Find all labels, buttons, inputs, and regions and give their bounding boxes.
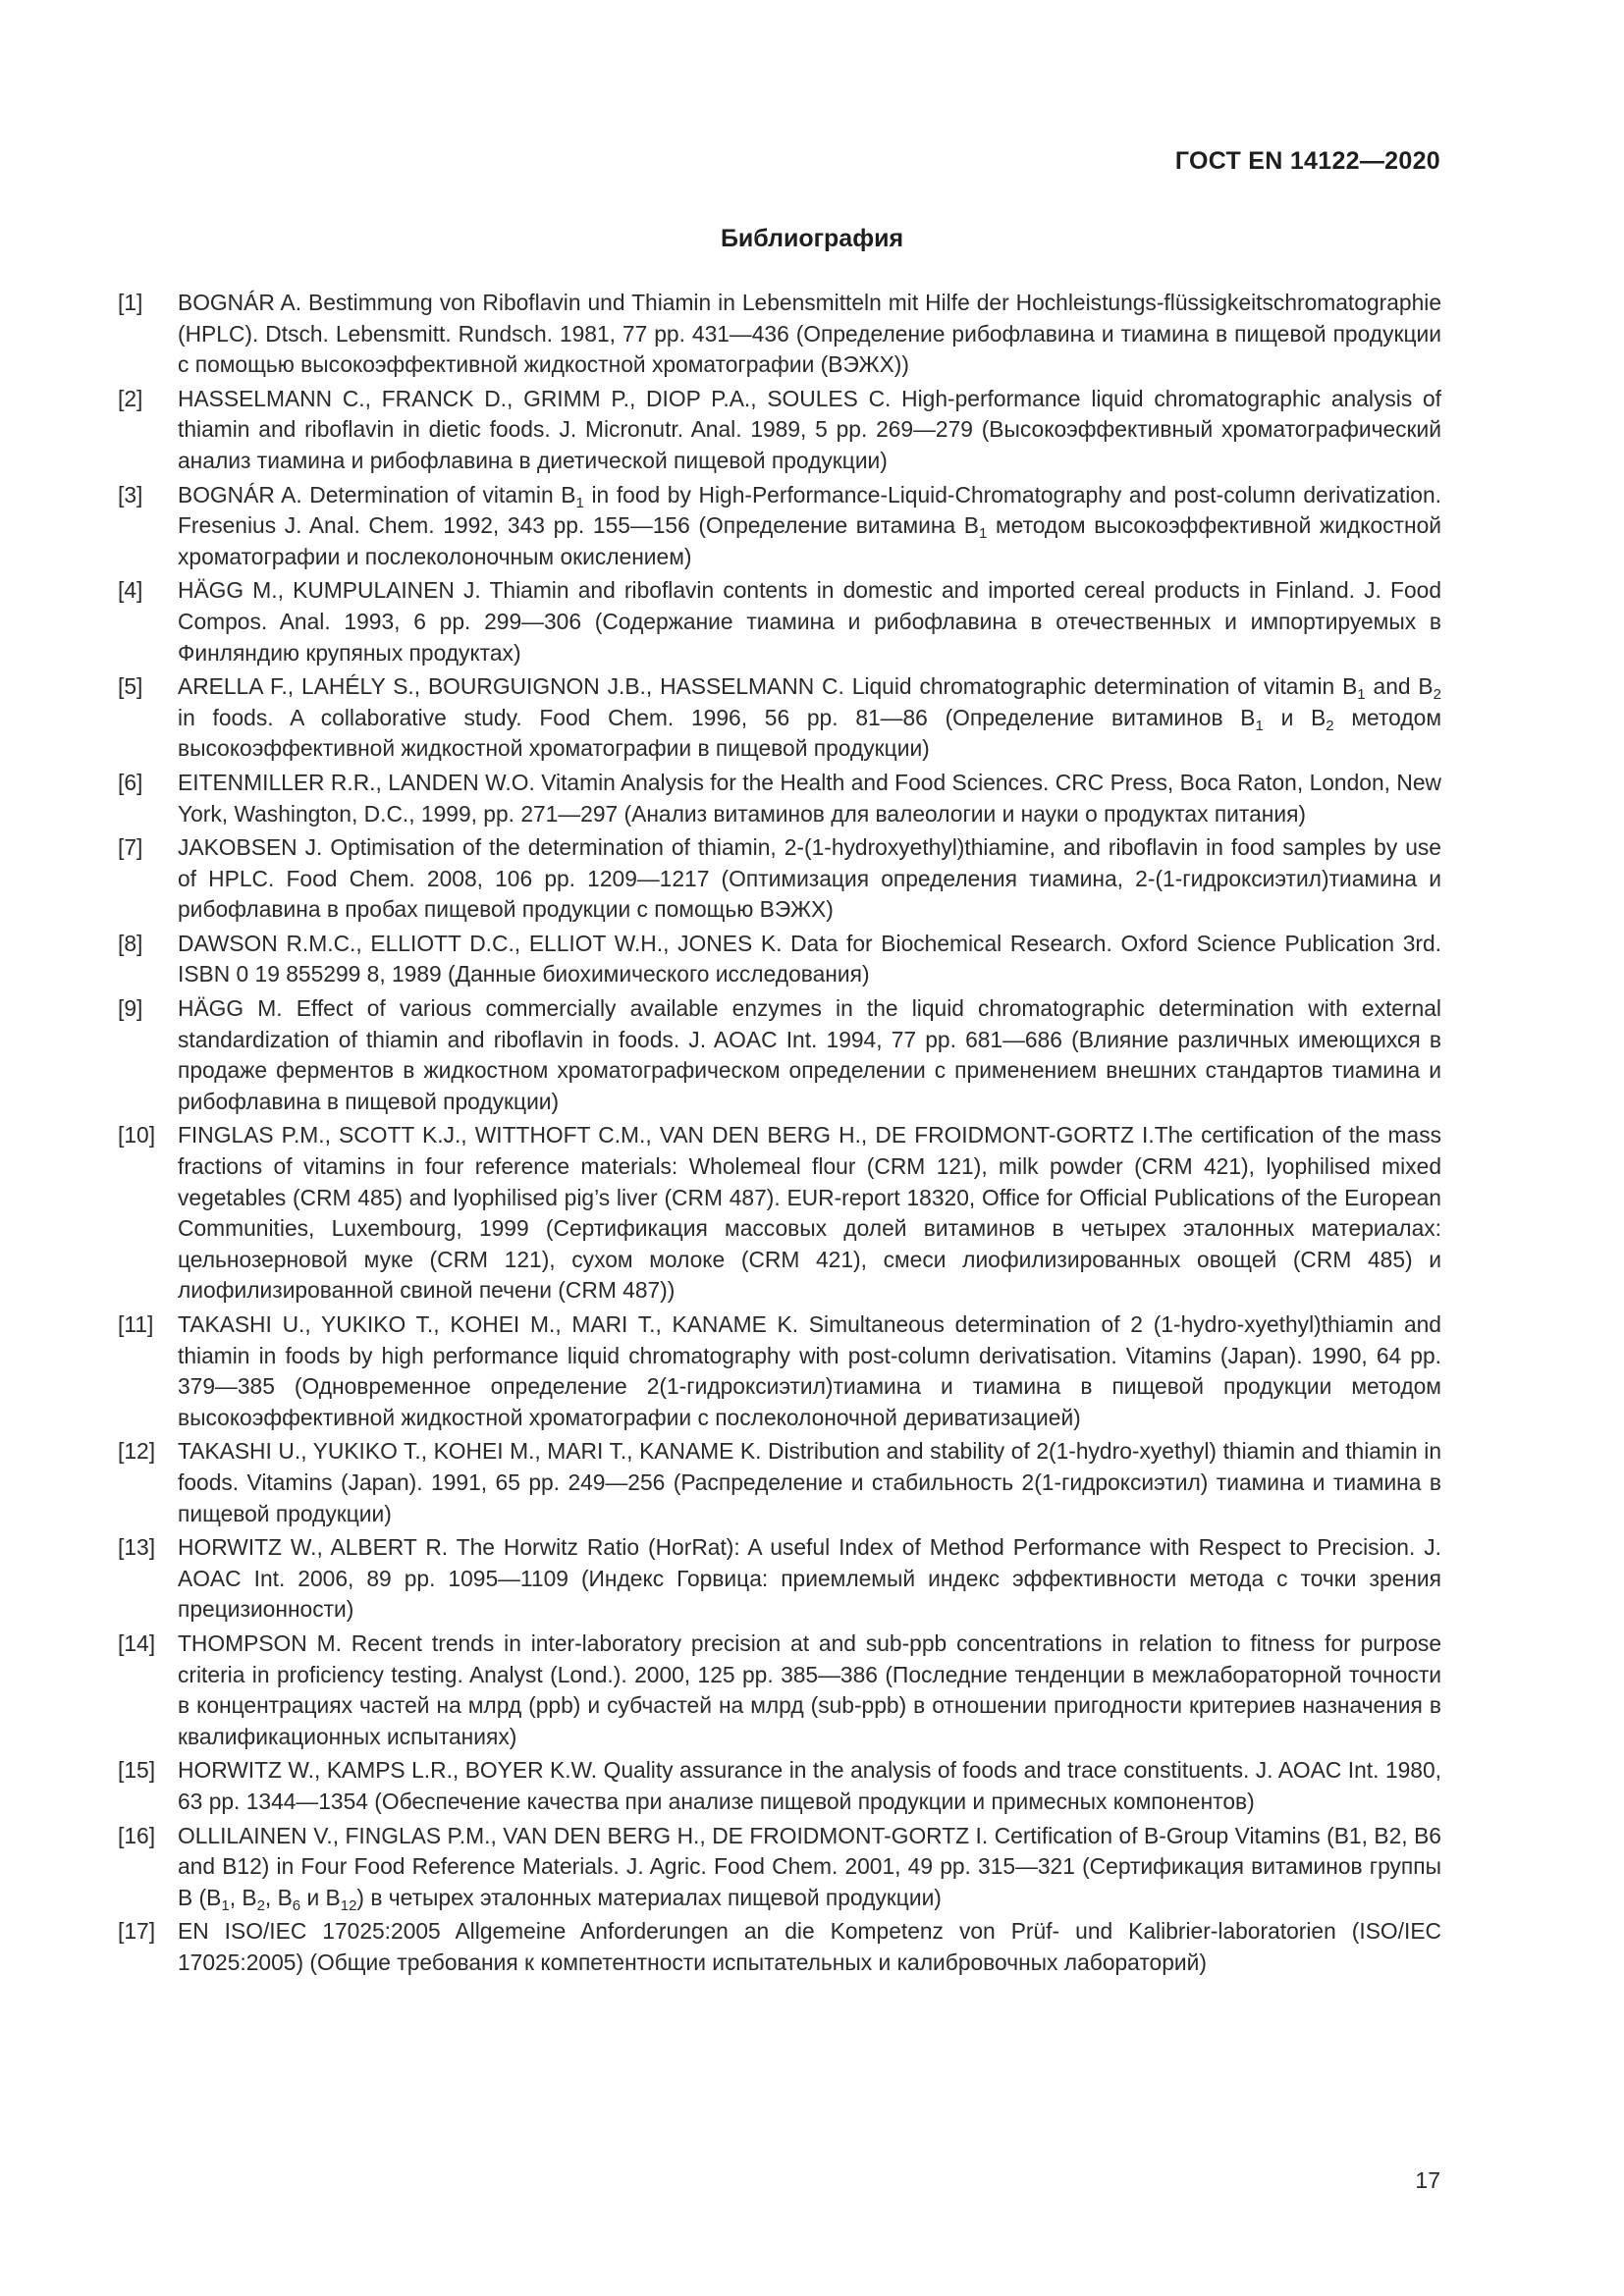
reference-text xyxy=(178,1755,1441,1817)
reference-number: [1] xyxy=(118,290,143,315)
reference-item xyxy=(118,384,1441,477)
subscript: 1 xyxy=(575,494,584,511)
reference-text-run: DAWSON R.M.C., ELLIOTT D.C., ELLIOT W.H., JONES K. Data for Biochemical Research. Oxford Science Publication 3rd. ISBN 0 19 855299 8, 1989 (Данные биохимического исследования) xyxy=(178,930,1441,988)
reference-text xyxy=(178,832,1441,926)
reference-item xyxy=(118,1436,1441,1529)
reference-item xyxy=(118,832,1441,926)
reference-text-run: THOMPSON M. Recent trends in inter-laboratory precision at and sub-ppb concentrations in relation to fitness for purpose criteria in proficiency testing. Analyst (Lond.). 2000, 125 pp. 385—386 (Последние тенденции в межлабораторной точности в концентрациях частей на млрд (ppb) и субчастей на млрд (sub-ppb) в отношении пригодности критериев назначения в квалификационных испытаниях) xyxy=(178,1629,1441,1749)
reference-number: [9] xyxy=(118,995,143,1022)
reference-text xyxy=(178,1309,1441,1433)
reference-number: [13] xyxy=(118,1534,156,1561)
reference-item xyxy=(118,671,1441,765)
reference-item xyxy=(118,1755,1441,1817)
reference-number: [14] xyxy=(118,1629,156,1656)
reference-item xyxy=(118,480,1441,573)
reference-text xyxy=(178,1821,1441,1914)
reference-text-run: OLLILAINEN V., FINGLAS P.M., VAN DEN BERG H., DE FROIDMONT-GORTZ I. Certification of B-Group Vitamins (B1, B2, B6 and B12) in Four Food Reference Materials. J. Agric. Food Chem. 2001, 49 pp. 315—321 (Сертификация витаминов группы В (B xyxy=(178,1822,1441,1910)
reference-text-run: EITENMILLER R.R., LANDEN W.O. Vitamin Analysis for the Health and Food Sciences. CRC Press, Boca Raton, London, New York, Washington, D.C., 1999, pp. 271—297 (Анализ витаминов для валеологии и науки о продуктах питания) xyxy=(178,769,1441,827)
reference-text-run: and B xyxy=(1365,673,1434,700)
reference-text-run: in food by High-Performance-Liquid-Chromatography and post-column derivatization. Fresenius J. Anal. Chem. 1992, 343 pp. 155—156 (Определение витамина B xyxy=(178,481,1441,539)
reference-text-run: HORWITZ W., KAMPS L.R., BOYER K.W. Quality assurance in the analysis of foods and trace constituents. J. AOAC Int. 1980, 63 pp. 1344—1354 (Обеспечение качества при анализе пищевой продукции и примесных компонентов) xyxy=(178,1757,1441,1814)
reference-item xyxy=(118,1821,1441,1914)
reference-text-run: TAKASHI U., YUKIKO T., KOHEI M., MARI T., KANAME K. Simultaneous determination of 2 (1-hydro-xyethyl)thiamin and thiamin in foods by high performance liquid chromatography with post-column derivatisation. Vitamins (Japan). 1990, 64 pp. 379—385 (Одновременное определение 2(1-гидроксиэтил)тиамина и тиамина в пищевой продукции методом высокоэффективной жидкостной хроматографии с послеколоночной дериватизацией) xyxy=(178,1311,1441,1430)
reference-number: [17] xyxy=(118,1918,156,1945)
reference-text-run: ARELLA F., LAHÉLY S., BOURGUIGNON J.B., HASSELMANN C. Liquid chromatographic determination of vitamin B xyxy=(178,673,1358,700)
reference-text-run: TAKASHI U., YUKIKO T., KOHEI M., MARI T., KANAME K. Distribution and stability of 2(1-hydro-xyethyl) thiamin and thiamin in foods. Vitamins (Japan). 1991, 65 pp. 249—256 (Распределение и стабильность 2(1-гидроксиэтил) тиамина и тиамина в пищевой продукции) xyxy=(178,1438,1441,1526)
subscript: 1 xyxy=(221,1896,230,1914)
reference-text-run: EN ISO/IEC 17025:2005 Allgemeine Anforderungen an die Kompetenz von Prüf- und Kalibrier-laboratorien (ISO/IEC 17025:2005) (Общие требования к компетентности испытательных и калибровочных лабораторий) xyxy=(178,1918,1441,1975)
reference-text-run: BOGNÁR A. Bestimmung von Riboflavin und Thiamin in Lebensmitteln mit Hilfe der Hochleistungs-flüssigkeitschromatographie (HPLC). Dtsch. Lebensmitt. Rundsch. 1981, 77 pp. 431—436 (Определение рибофлавина и тиамина в пищевой продукции с помощью высокоэффективной жидкостной хроматографии (ВЭЖХ)) xyxy=(178,290,1441,378)
reference-number: [5] xyxy=(118,673,143,700)
reference-text-run: HÄGG M. Effect of various commercially available enzymes in the liquid chromatographic determination with external standardization of thiamin and riboflavin in foods. J. AOAC Int. 1994, 77 pp. 681—686 (Влияние различных имеющихся в продаже ферментов в жидкостном хроматографическом определении с применением внешних стандартов тиамина и рибофлавина в пищевой продукции) xyxy=(178,995,1441,1114)
reference-item xyxy=(118,1916,1441,1978)
reference-text-run: , B xyxy=(264,1884,293,1910)
reference-number: [12] xyxy=(118,1438,156,1465)
reference-item xyxy=(118,575,1441,668)
reference-text-run: FINGLAS P.M., SCOTT K.J., WITTHOFT C.M., VAN DEN BERG H., DE FROIDMONT-GORTZ I.The certification of the mass fractions of vitamins in four reference materials: Wholemeal flour (CRM 121), milk powder (CRM 421), lyophilised mixed vegetables (CRM 485) and lyophilised pig’s liver (CRM 487). EUR-report 18320, Office for Official Publications of the European Communities, Luxembourg, 1999 (Сертификация массовых долей витаминов в четырех эталонных материалах: цельнозерновой муке (CRM 121), сухом молоке (CRM 421), смеси лиофилизированных овощей (CRM 485) и лиофилизированной свиной печени (CRM 487)) xyxy=(178,1122,1441,1304)
reference-item xyxy=(118,1120,1441,1307)
reference-number: [8] xyxy=(118,930,143,956)
reference-text xyxy=(178,1436,1441,1529)
reference-text-run: in foods. A collaborative study. Food Chem. 1996, 56 pp. 81—86 (Определение витаминов B xyxy=(178,704,1256,730)
reference-text-run: и B xyxy=(300,1884,341,1910)
reference-text-run: BOGNÁR A. Determination of vitamin B xyxy=(178,481,576,507)
bibliography-title: Библиография xyxy=(720,225,904,252)
reference-text xyxy=(178,929,1441,990)
reference-item xyxy=(118,993,1441,1117)
reference-text-run: JAKOBSEN J. Optimisation of the determination of thiamin, 2-(1-hydroxyethyl)thiamine, and riboflavin in food samples by use of HPLC. Food Chem. 2008, 106 pp. 1209—1217 (Оптимизация определения тиамина, 2-(1-гидроксиэтил)тиамина и рибофлавина в пробах пищевой продукции с помощью ВЭЖХ) xyxy=(178,834,1441,923)
subscript: 1 xyxy=(979,525,988,543)
reference-text-run: методом высокоэффективной жидкостной хроматографии в пищевой продукции) xyxy=(178,704,1441,762)
reference-item xyxy=(118,768,1441,829)
subscript: 1 xyxy=(1255,717,1264,734)
reference-text-run: HÄGG M., KUMPULAINEN J. Thiamin and riboflavin contents in domestic and imported cereal products in Finland. J. Food Compos. Anal. 1993, 6 pp. 299—306 (Содержание тиамина и рибофлавина в отечественных и импортируемых в Финляндию крупяных продуктах) xyxy=(178,577,1441,666)
reference-number: [3] xyxy=(118,481,143,507)
reference-text xyxy=(178,671,1441,765)
subscript: 2 xyxy=(256,1896,265,1914)
reference-number: [16] xyxy=(118,1822,156,1848)
reference-number: [15] xyxy=(118,1757,156,1784)
reference-item xyxy=(118,288,1441,381)
subscript: 2 xyxy=(1433,686,1441,704)
reference-text-run: методом высокоэффективной жидкостной хроматографии и послеколоночным окислением) xyxy=(178,512,1441,569)
reference-text xyxy=(178,1120,1441,1307)
reference-list xyxy=(118,288,1441,1981)
reference-item xyxy=(118,1309,1441,1433)
reference-text-run: HASSELMANN C., FRANCK D., GRIMM P., DIOP P.A., SOULES C. High-performance liquid chromatographic analysis of thiamin and riboflavin in dietic foods. J. Micronutr. Anal. 1989, 5 pp. 269—279 (Высокоэффективный хроматографический анализ тиамина и рибофлавина в диетической пищевой продукции) xyxy=(178,385,1441,473)
reference-text xyxy=(178,1916,1441,1978)
reference-number: [7] xyxy=(118,834,143,861)
reference-item xyxy=(118,1629,1441,1752)
reference-text xyxy=(178,384,1441,477)
reference-text xyxy=(178,575,1441,668)
subscript: 1 xyxy=(1357,686,1366,704)
reference-number: [6] xyxy=(118,769,143,795)
reference-text xyxy=(178,480,1441,573)
subscript: 2 xyxy=(1326,717,1334,734)
reference-text-run: ) в четырех эталонных материалах пищевой продукции) xyxy=(356,1884,942,1910)
reference-text-run: HORWITZ W., ALBERT R. The Horwitz Ratio (HorRat): A useful Index of Method Performance with Respect to Precision. J. AOAC Int. 2006, 89 pp. 1095—1109 (Индекс Горвица: приемлемый индекс эффективности метода с точки зрения прецизионности) xyxy=(178,1534,1441,1623)
reference-text-run: и B xyxy=(1263,704,1326,730)
document-code: ГОСТ EN 14122—2020 xyxy=(1174,147,1440,175)
reference-number: [2] xyxy=(118,385,143,411)
reference-text xyxy=(178,1629,1441,1752)
reference-number: [10] xyxy=(118,1122,156,1148)
reference-text xyxy=(178,288,1441,381)
subscript: 12 xyxy=(340,1896,357,1914)
reference-text xyxy=(178,1532,1441,1626)
page-number: 17 xyxy=(1415,2167,1440,2193)
reference-number: [4] xyxy=(118,577,143,604)
reference-number: [11] xyxy=(118,1311,154,1337)
reference-text xyxy=(178,993,1441,1117)
subscript: 6 xyxy=(292,1896,301,1914)
reference-text xyxy=(178,768,1441,829)
reference-item xyxy=(118,1532,1441,1626)
reference-text-run: , B xyxy=(229,1884,257,1910)
reference-item xyxy=(118,929,1441,990)
